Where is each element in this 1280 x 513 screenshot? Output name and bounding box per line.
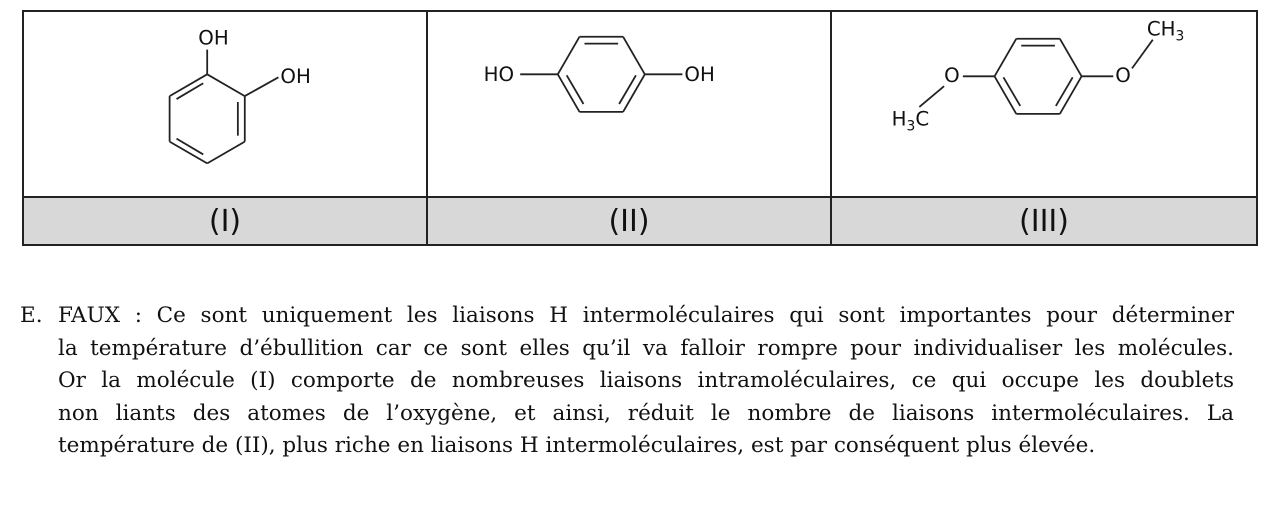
ring-bond xyxy=(623,37,645,75)
ring-bond xyxy=(207,74,245,96)
substituent-bond xyxy=(245,77,279,96)
ring-bond xyxy=(995,39,1017,77)
answer-line: non liants des atomes de l’oxygène, et ainsi, réduit le nombre de liaisons intermoléculaires. La xyxy=(58,400,1234,426)
methyl-label-right: $CH_3$ xyxy=(1146,17,1185,45)
answer-text xyxy=(58,300,1234,463)
ring-bond xyxy=(1060,39,1082,77)
molecule-label-2: (II) xyxy=(428,198,832,244)
answer-block xyxy=(20,300,1234,463)
structure-cell-1 xyxy=(24,12,428,198)
substituent-label: OH xyxy=(198,26,229,50)
ring-inner-bond xyxy=(177,139,204,155)
structure-3-diagram xyxy=(832,12,1256,196)
answer-letter: E. xyxy=(20,303,43,328)
methyl-bond xyxy=(919,86,944,107)
substituent-label: HO xyxy=(483,63,515,87)
structure-cell-2 xyxy=(428,12,832,198)
structure-cell-3 xyxy=(832,12,1256,198)
substituent-label: OH xyxy=(684,63,715,87)
molecule-table xyxy=(22,10,1258,246)
answer-line: FAUX : Ce sont uniquement les liaisons H intermoléculaires qui sont importantes pour déterminer xyxy=(58,303,1234,328)
ring-inner-bond xyxy=(619,75,636,104)
benzene-ring-3 xyxy=(995,39,1082,114)
substituent-label: OH xyxy=(280,65,311,89)
answer-line: Or la molécule (I) comporte de nombreuses liaisons intramoléculaires, ce qui occupe les doublets xyxy=(58,368,1234,394)
molecule-label-1: (I) xyxy=(24,198,428,244)
answer-line: la température d’ébullition car ce sont elles qu’il va falloir rompre pour individualiser les molécules. xyxy=(58,335,1234,361)
methyl-label-left: $H_3C$ xyxy=(891,107,930,135)
ring-inner-bond xyxy=(1003,77,1020,106)
ring-inner-bond xyxy=(1056,77,1073,106)
benzene-ring-2 xyxy=(558,37,645,112)
oxygen-label: O xyxy=(944,64,960,88)
molecule-label-3: (III) xyxy=(832,198,1256,244)
ring-bond xyxy=(558,37,580,75)
oxygen-label: O xyxy=(1115,64,1131,88)
structure-2-diagram xyxy=(428,12,830,196)
structure-1-diagram xyxy=(24,12,426,196)
ring-bond xyxy=(207,142,245,164)
benzene-ring-1 xyxy=(170,74,245,163)
methyl-bond xyxy=(1132,40,1153,69)
ring-inner-bond xyxy=(177,83,204,99)
answer-line: température de (II), plus riche en liaisons H intermoléculaires, est par conséquent plus élevée. xyxy=(58,433,1096,459)
ring-inner-bond xyxy=(567,75,584,104)
